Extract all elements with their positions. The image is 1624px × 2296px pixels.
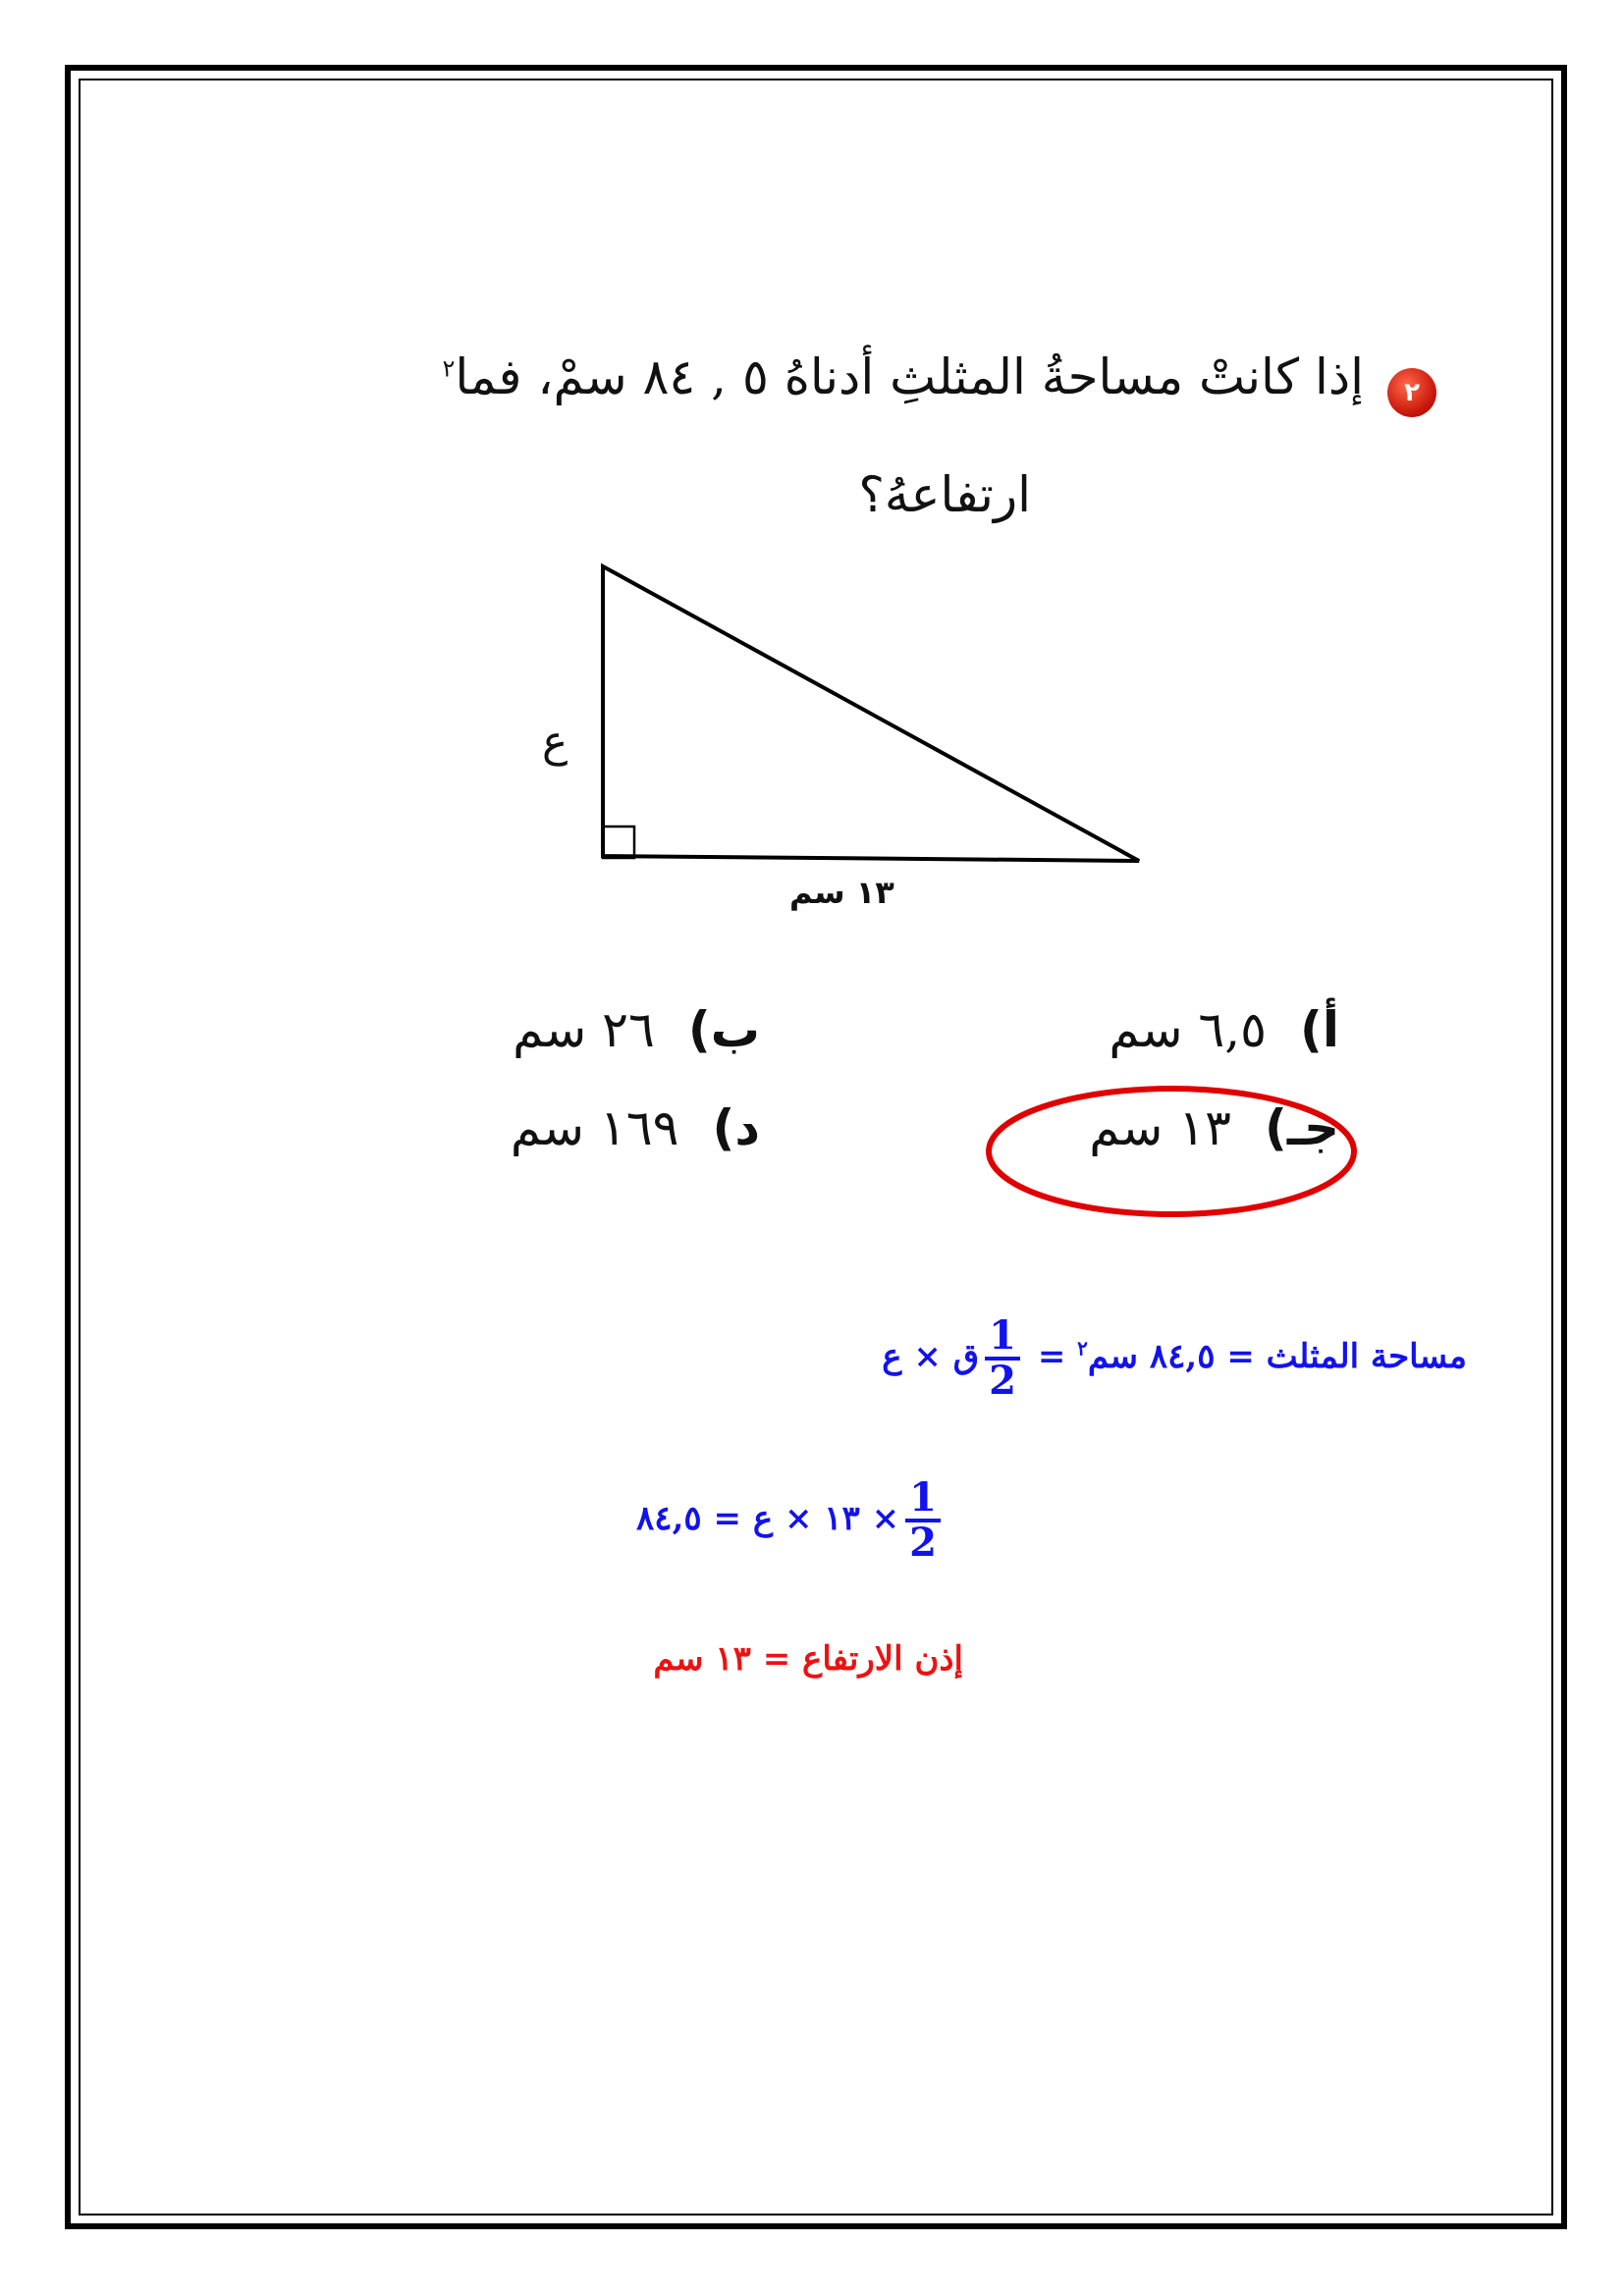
solution-formula: ق × ع bbox=[882, 1337, 980, 1376]
half-fraction: $\frac{1}{2}$ bbox=[985, 1315, 1020, 1402]
solution-superscript: ٢ bbox=[1077, 1336, 1088, 1361]
choice-d-value: ١٦٩ سم bbox=[510, 1099, 679, 1156]
choice-c-value: ١٣ سم bbox=[1089, 1099, 1232, 1156]
choice-a-value: ٦,٥ سم bbox=[1109, 1001, 1267, 1058]
choice-b-letter: ب) bbox=[687, 1001, 760, 1058]
question-number-badge: ٢ bbox=[1387, 368, 1436, 417]
half-fraction-2: $\frac{1}{2}$ bbox=[905, 1477, 941, 1564]
choice-d-letter: د) bbox=[712, 1099, 760, 1156]
height-label: ع bbox=[542, 717, 568, 767]
choice-b-value: ٢٦ سم bbox=[513, 1001, 655, 1058]
question-text-line1: إذا كانتْ مساحةُ المثلثِ أدناهُ ٥ , ٨٤ سمْ، فما$^٢$ bbox=[442, 348, 1364, 405]
answer-circle bbox=[989, 1089, 1354, 1214]
solution-area-statement: مساحة المثلث = ٨٤,٥ سم bbox=[1087, 1337, 1467, 1376]
choice-c-letter: جـ) bbox=[1265, 1099, 1339, 1156]
solution-conclusion: إذن الارتفاع = ١٣ سم bbox=[653, 1639, 963, 1679]
solution-line2 bbox=[636, 1474, 947, 1566]
solution-substitution: × ١٣ × ع = ٨٤,٥ bbox=[636, 1499, 900, 1538]
solution-line1 bbox=[882, 1312, 1467, 1404]
base-label: ١٣ سم bbox=[789, 874, 894, 911]
choice-a-letter: أ) bbox=[1300, 1001, 1339, 1058]
solution-equals: = bbox=[1037, 1337, 1066, 1376]
question-text-line2: ارتفاعهُ؟ bbox=[858, 466, 1031, 523]
